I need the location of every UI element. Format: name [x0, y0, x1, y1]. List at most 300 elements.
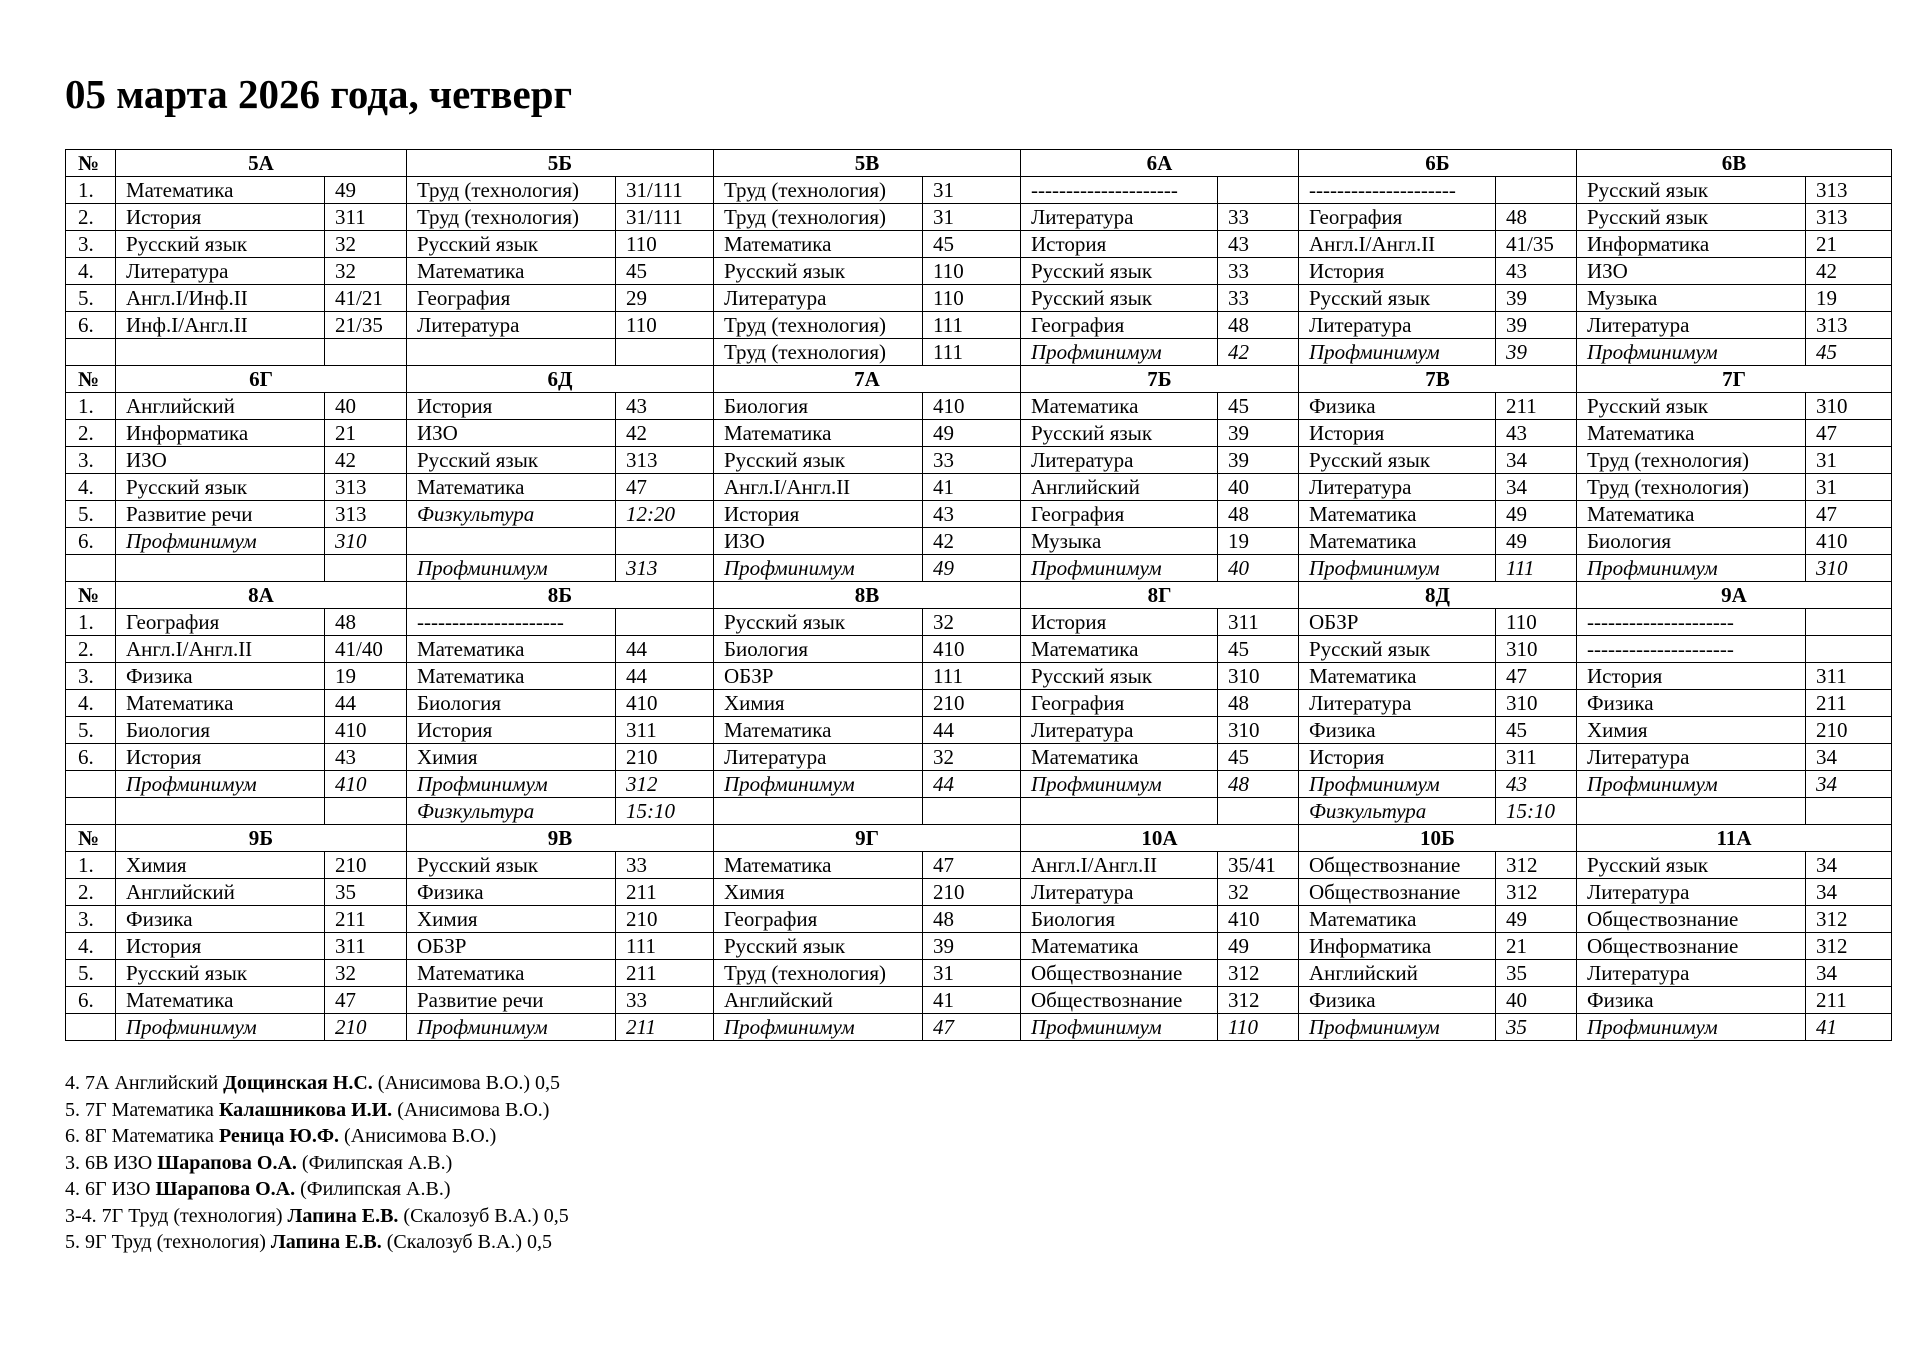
lesson-row: [66, 690, 1892, 717]
subject-cell: [714, 798, 923, 825]
subject-cell: Информатика: [1577, 231, 1806, 258]
subject-cell: Биология: [714, 636, 923, 663]
note-teacher-name: Дощинская Н.С.: [223, 1072, 373, 1094]
room-cell: 40: [1496, 987, 1577, 1014]
room-cell: 21: [1806, 231, 1892, 258]
subject-cell: География: [407, 285, 616, 312]
subject-cell: Инф.I/Англ.II: [116, 312, 325, 339]
note-replaced-teacher: (Филипская А.В.): [296, 1151, 453, 1174]
room-cell: 40: [1218, 474, 1299, 501]
class-name-header: 5Б: [407, 150, 714, 177]
lesson-row: [66, 420, 1892, 447]
subject-cell: Русский язык: [1299, 636, 1496, 663]
subject-cell: Профминимум: [714, 1014, 923, 1041]
subject-cell: Русский язык: [1299, 285, 1496, 312]
subject-cell: Математика: [1577, 501, 1806, 528]
subject-cell: [116, 555, 325, 582]
room-cell: 33: [1218, 285, 1299, 312]
subject-cell: Физика: [1299, 987, 1496, 1014]
lesson-row: [66, 1014, 1892, 1041]
room-cell: 313: [1806, 312, 1892, 339]
subject-cell: Профминимум: [1577, 555, 1806, 582]
subject-cell: Музыка: [1577, 285, 1806, 312]
room-cell: 110: [923, 258, 1021, 285]
class-name-header: 5В: [714, 150, 1021, 177]
class-name-header: 7В: [1299, 366, 1577, 393]
room-cell: 210: [616, 906, 714, 933]
lesson-number: 2.: [66, 420, 116, 447]
subject-cell: Биология: [714, 393, 923, 420]
room-cell: 43: [1496, 771, 1577, 798]
room-cell: 311: [1218, 609, 1299, 636]
subject-cell: Обществознание: [1021, 987, 1218, 1014]
substitution-note: [65, 1070, 569, 1097]
subject-cell: Математика: [407, 960, 616, 987]
subject-cell: Биология: [1577, 528, 1806, 555]
class-name-header: 6Б: [1299, 150, 1577, 177]
number-header: №: [66, 150, 116, 177]
subject-cell: Обществознание: [1299, 852, 1496, 879]
subject-cell: История: [1299, 258, 1496, 285]
subject-cell: [116, 798, 325, 825]
subject-cell: История: [116, 933, 325, 960]
class-name-header: 10Б: [1299, 825, 1577, 852]
room-cell: 39: [1496, 312, 1577, 339]
subject-cell: ---------------------: [1021, 177, 1218, 204]
room-cell: 49: [1496, 528, 1577, 555]
lesson-row: [66, 312, 1892, 339]
lesson-row: [66, 906, 1892, 933]
room-cell: 49: [1218, 933, 1299, 960]
room-cell: 311: [325, 204, 407, 231]
room-cell: 111: [923, 312, 1021, 339]
room-cell: 311: [1806, 663, 1892, 690]
room-cell: 48: [1218, 771, 1299, 798]
room-cell: 43: [923, 501, 1021, 528]
room-cell: 47: [616, 474, 714, 501]
subject-cell: Профминимум: [1299, 1014, 1496, 1041]
room-cell: 211: [616, 879, 714, 906]
subject-cell: Математика: [1299, 501, 1496, 528]
subject-cell: Биология: [407, 690, 616, 717]
room-cell: 32: [1218, 879, 1299, 906]
subject-cell: Литература: [407, 312, 616, 339]
room-cell: 211: [1806, 690, 1892, 717]
room-cell: 45: [616, 258, 714, 285]
lesson-row: [66, 636, 1892, 663]
room-cell: 44: [923, 717, 1021, 744]
subject-cell: Труд (технология): [1577, 447, 1806, 474]
note-replaced-teacher: (Анисимова В.О.): [339, 1125, 497, 1147]
subject-cell: [407, 528, 616, 555]
subject-cell: История: [1021, 609, 1218, 636]
subject-cell: География: [1021, 690, 1218, 717]
lesson-number: 2.: [66, 636, 116, 663]
room-cell: 34: [1806, 852, 1892, 879]
room-cell: 31: [923, 177, 1021, 204]
lesson-row: [66, 528, 1892, 555]
subject-cell: Информатика: [1299, 933, 1496, 960]
class-name-header: 7Г: [1577, 366, 1892, 393]
room-cell: 40: [1218, 555, 1299, 582]
room-cell: 48: [1218, 312, 1299, 339]
room-cell: 49: [923, 555, 1021, 582]
room-cell: 41: [923, 987, 1021, 1014]
room-cell: 211: [616, 960, 714, 987]
lesson-row: [66, 987, 1892, 1014]
note-replaced-teacher: (Филипская А.В.): [295, 1178, 451, 1200]
room-cell: 15:10: [1496, 798, 1577, 825]
room-cell: 39: [923, 933, 1021, 960]
subject-cell: Музыка: [1021, 528, 1218, 555]
room-cell: 48: [1218, 501, 1299, 528]
subject-cell: Англ.I/Англ.II: [116, 636, 325, 663]
subject-cell: Литература: [1299, 312, 1496, 339]
lesson-number: [66, 555, 116, 582]
substitution-note: [65, 1176, 569, 1203]
subject-cell: Химия: [714, 879, 923, 906]
subject-cell: Математика: [407, 663, 616, 690]
substitution-note: [65, 1097, 569, 1124]
room-cell: 39: [1496, 339, 1577, 366]
room-cell: 210: [616, 744, 714, 771]
subject-cell: Математика: [116, 177, 325, 204]
room-cell: 41/21: [325, 285, 407, 312]
subject-cell: Профминимум: [1021, 1014, 1218, 1041]
room-cell: 311: [325, 933, 407, 960]
note-lesson-text: 4. 6Г ИЗО: [65, 1178, 156, 1200]
note-teacher-name: Шарапова О.А.: [155, 1178, 296, 1200]
room-cell: 48: [325, 609, 407, 636]
subject-cell: Русский язык: [116, 231, 325, 258]
lesson-number: 5.: [66, 501, 116, 528]
room-cell: 19: [1806, 285, 1892, 312]
subject-cell: Профминимум: [714, 555, 923, 582]
room-cell: 211: [1806, 987, 1892, 1014]
room-cell: [616, 609, 714, 636]
subject-cell: Химия: [714, 690, 923, 717]
subject-cell: Профминимум: [714, 771, 923, 798]
lesson-row: [66, 339, 1892, 366]
page-title: 05 марта 2026 года, четверг: [65, 71, 573, 117]
room-cell: 34: [1806, 744, 1892, 771]
subject-cell: Математика: [714, 231, 923, 258]
class-name-header: 9В: [407, 825, 714, 852]
note-lesson-text: 4. 7А Английский: [65, 1072, 224, 1094]
subject-cell: Литература: [714, 285, 923, 312]
subject-cell: Химия: [407, 744, 616, 771]
subject-cell: Литература: [714, 744, 923, 771]
subject-cell: Информатика: [116, 420, 325, 447]
subject-cell: ИЗО: [116, 447, 325, 474]
subject-cell: Физика: [1577, 690, 1806, 717]
note-lesson-text: 6. 8Г Математика: [65, 1125, 219, 1147]
subject-cell: Физкультура: [407, 501, 616, 528]
room-cell: [1806, 798, 1892, 825]
note-teacher-name: Шарапова О.А.: [157, 1151, 297, 1174]
subject-cell: Химия: [407, 906, 616, 933]
room-cell: 32: [325, 231, 407, 258]
room-cell: 211: [325, 906, 407, 933]
subject-cell: Литература: [1021, 879, 1218, 906]
subject-cell: История: [116, 744, 325, 771]
subject-cell: ОБЗР: [1299, 609, 1496, 636]
subject-cell: Математика: [1299, 663, 1496, 690]
class-name-header: 9А: [1577, 582, 1892, 609]
subject-cell: Литература: [1021, 717, 1218, 744]
room-cell: 310: [1218, 663, 1299, 690]
subject-cell: Обществознание: [1577, 906, 1806, 933]
lesson-number: [66, 771, 116, 798]
number-header: №: [66, 825, 116, 852]
subject-cell: География: [1299, 204, 1496, 231]
lesson-number: 2.: [66, 879, 116, 906]
room-cell: 34: [1806, 879, 1892, 906]
room-cell: 31/111: [616, 204, 714, 231]
lesson-row: [66, 960, 1892, 987]
subject-cell: ---------------------: [1577, 609, 1806, 636]
lesson-row: [66, 852, 1892, 879]
room-cell: 41/40: [325, 636, 407, 663]
lesson-number: 6.: [66, 528, 116, 555]
room-cell: 41/35: [1496, 231, 1577, 258]
room-cell: 43: [1496, 420, 1577, 447]
room-cell: [325, 555, 407, 582]
subject-cell: Физика: [1577, 987, 1806, 1014]
room-cell: 33: [923, 447, 1021, 474]
substitution-note: [65, 1203, 569, 1230]
class-name-header: 6Д: [407, 366, 714, 393]
room-cell: 311: [616, 717, 714, 744]
room-cell: 48: [1496, 204, 1577, 231]
room-cell: 43: [1496, 258, 1577, 285]
subject-cell: Математика: [116, 987, 325, 1014]
subject-cell: История: [407, 393, 616, 420]
room-cell: 31: [923, 204, 1021, 231]
room-cell: 21: [1496, 933, 1577, 960]
subject-cell: История: [1021, 231, 1218, 258]
lesson-number: 6.: [66, 312, 116, 339]
subject-cell: История: [714, 501, 923, 528]
subject-cell: Русский язык: [1021, 285, 1218, 312]
subject-cell: Русский язык: [116, 474, 325, 501]
subject-cell: Математика: [407, 636, 616, 663]
subject-cell: Профминимум: [1021, 555, 1218, 582]
subject-cell: [407, 339, 616, 366]
room-cell: 49: [1496, 906, 1577, 933]
subject-cell: Математика: [714, 717, 923, 744]
room-cell: 32: [923, 744, 1021, 771]
subject-cell: Русский язык: [714, 609, 923, 636]
class-name-header: 6Г: [116, 366, 407, 393]
subject-cell: Математика: [714, 420, 923, 447]
room-cell: 110: [1496, 609, 1577, 636]
subject-cell: ---------------------: [1299, 177, 1496, 204]
note-teacher-name: Лапина Е.В.: [287, 1204, 399, 1227]
lesson-number: 4.: [66, 690, 116, 717]
subject-cell: Английский: [116, 879, 325, 906]
room-cell: 313: [616, 555, 714, 582]
room-cell: 111: [616, 933, 714, 960]
room-cell: [1218, 177, 1299, 204]
lesson-row: [66, 258, 1892, 285]
room-cell: 35: [325, 879, 407, 906]
subject-cell: Математика: [1299, 528, 1496, 555]
lesson-number: 2.: [66, 204, 116, 231]
room-cell: 312: [1806, 906, 1892, 933]
lesson-number: 3.: [66, 231, 116, 258]
subject-cell: Русский язык: [407, 852, 616, 879]
room-cell: 110: [616, 231, 714, 258]
room-cell: 313: [325, 501, 407, 528]
room-cell: 110: [923, 285, 1021, 312]
class-name-header: 10А: [1021, 825, 1299, 852]
subject-cell: Математика: [1577, 420, 1806, 447]
subject-cell: Профминимум: [1021, 771, 1218, 798]
room-cell: [923, 798, 1021, 825]
room-cell: 43: [1218, 231, 1299, 258]
subject-cell: Русский язык: [1021, 258, 1218, 285]
room-cell: 33: [1218, 258, 1299, 285]
subject-cell: Биология: [116, 717, 325, 744]
class-name-header: 9Б: [116, 825, 407, 852]
lesson-number: 3.: [66, 447, 116, 474]
room-cell: 47: [1806, 501, 1892, 528]
lesson-number: 4.: [66, 933, 116, 960]
room-cell: 111: [923, 663, 1021, 690]
room-cell: 44: [616, 663, 714, 690]
lesson-row: [66, 663, 1892, 690]
lesson-row: [66, 744, 1892, 771]
room-cell: 313: [616, 447, 714, 474]
lesson-row: [66, 204, 1892, 231]
subject-cell: Русский язык: [1021, 663, 1218, 690]
lesson-row: [66, 393, 1892, 420]
lesson-number: [66, 1014, 116, 1041]
room-cell: 32: [325, 960, 407, 987]
subject-cell: Труд (технология): [407, 177, 616, 204]
subject-cell: Физика: [1299, 393, 1496, 420]
subject-cell: Профминимум: [407, 771, 616, 798]
lesson-number: 5.: [66, 717, 116, 744]
room-cell: 49: [923, 420, 1021, 447]
class-header-row: [66, 825, 1892, 852]
class-name-header: 8В: [714, 582, 1021, 609]
room-cell: [325, 798, 407, 825]
room-cell: 45: [923, 231, 1021, 258]
subject-cell: Литература: [1577, 312, 1806, 339]
subject-cell: Профминимум: [116, 528, 325, 555]
subject-cell: Русский язык: [714, 258, 923, 285]
room-cell: 34: [1496, 474, 1577, 501]
subject-cell: Литература: [1021, 204, 1218, 231]
lesson-number: [66, 798, 116, 825]
subject-cell: Физика: [116, 906, 325, 933]
lesson-row: [66, 177, 1892, 204]
room-cell: 48: [923, 906, 1021, 933]
lesson-number: 5.: [66, 285, 116, 312]
subject-cell: ---------------------: [407, 609, 616, 636]
subject-cell: Труд (технология): [714, 204, 923, 231]
lesson-row: [66, 231, 1892, 258]
subject-cell: Труд (технология): [714, 339, 923, 366]
room-cell: 21/35: [325, 312, 407, 339]
room-cell: 310: [1496, 690, 1577, 717]
room-cell: 211: [616, 1014, 714, 1041]
subject-cell: ОБЗР: [407, 933, 616, 960]
room-cell: 313: [1806, 177, 1892, 204]
lesson-number: 3.: [66, 663, 116, 690]
class-name-header: 6В: [1577, 150, 1892, 177]
note-teacher-name: Реница Ю.Ф.: [218, 1125, 340, 1147]
class-name-header: 7А: [714, 366, 1021, 393]
room-cell: 39: [1218, 447, 1299, 474]
room-cell: 312: [1496, 879, 1577, 906]
room-cell: 312: [616, 771, 714, 798]
subject-cell: Русский язык: [116, 960, 325, 987]
room-cell: 19: [1218, 528, 1299, 555]
room-cell: 47: [923, 852, 1021, 879]
subject-cell: Русский язык: [1021, 420, 1218, 447]
subject-cell: Химия: [1577, 717, 1806, 744]
room-cell: 47: [325, 987, 407, 1014]
room-cell: [1496, 177, 1577, 204]
subject-cell: Английский: [116, 393, 325, 420]
subject-cell: Английский: [1299, 960, 1496, 987]
subject-cell: [1577, 798, 1806, 825]
subject-cell: Литература: [1021, 447, 1218, 474]
lesson-row: [66, 609, 1892, 636]
room-cell: 39: [1496, 285, 1577, 312]
class-name-header: 5А: [116, 150, 407, 177]
subject-cell: География: [1021, 312, 1218, 339]
subject-cell: Физика: [407, 879, 616, 906]
room-cell: 12:20: [616, 501, 714, 528]
subject-cell: Труд (технология): [714, 312, 923, 339]
subject-cell: География: [116, 609, 325, 636]
lesson-number: 3.: [66, 906, 116, 933]
room-cell: 42: [1806, 258, 1892, 285]
room-cell: 410: [325, 771, 407, 798]
subject-cell: Труд (технология): [714, 960, 923, 987]
room-cell: [616, 528, 714, 555]
lesson-row: [66, 555, 1892, 582]
subject-cell: Русский язык: [714, 447, 923, 474]
room-cell: [1806, 636, 1892, 663]
class-name-header: 7Б: [1021, 366, 1299, 393]
room-cell: 410: [1218, 906, 1299, 933]
lesson-row: [66, 285, 1892, 312]
room-cell: 15:10: [616, 798, 714, 825]
room-cell: [1218, 798, 1299, 825]
class-name-header: 8Д: [1299, 582, 1577, 609]
lesson-number: 4.: [66, 258, 116, 285]
room-cell: 34: [1806, 960, 1892, 987]
room-cell: 211: [1496, 393, 1577, 420]
subject-cell: Профминимум: [1577, 339, 1806, 366]
room-cell: 410: [325, 717, 407, 744]
room-cell: 47: [1806, 420, 1892, 447]
room-cell: 44: [923, 771, 1021, 798]
subject-cell: Обществознание: [1299, 879, 1496, 906]
subject-cell: Русский язык: [1299, 447, 1496, 474]
room-cell: 410: [616, 690, 714, 717]
room-cell: 49: [1496, 501, 1577, 528]
note-replaced-teacher: (Анисимова В.О.): [392, 1098, 550, 1121]
room-cell: 111: [1496, 555, 1577, 582]
lesson-row: [66, 933, 1892, 960]
room-cell: 110: [616, 312, 714, 339]
